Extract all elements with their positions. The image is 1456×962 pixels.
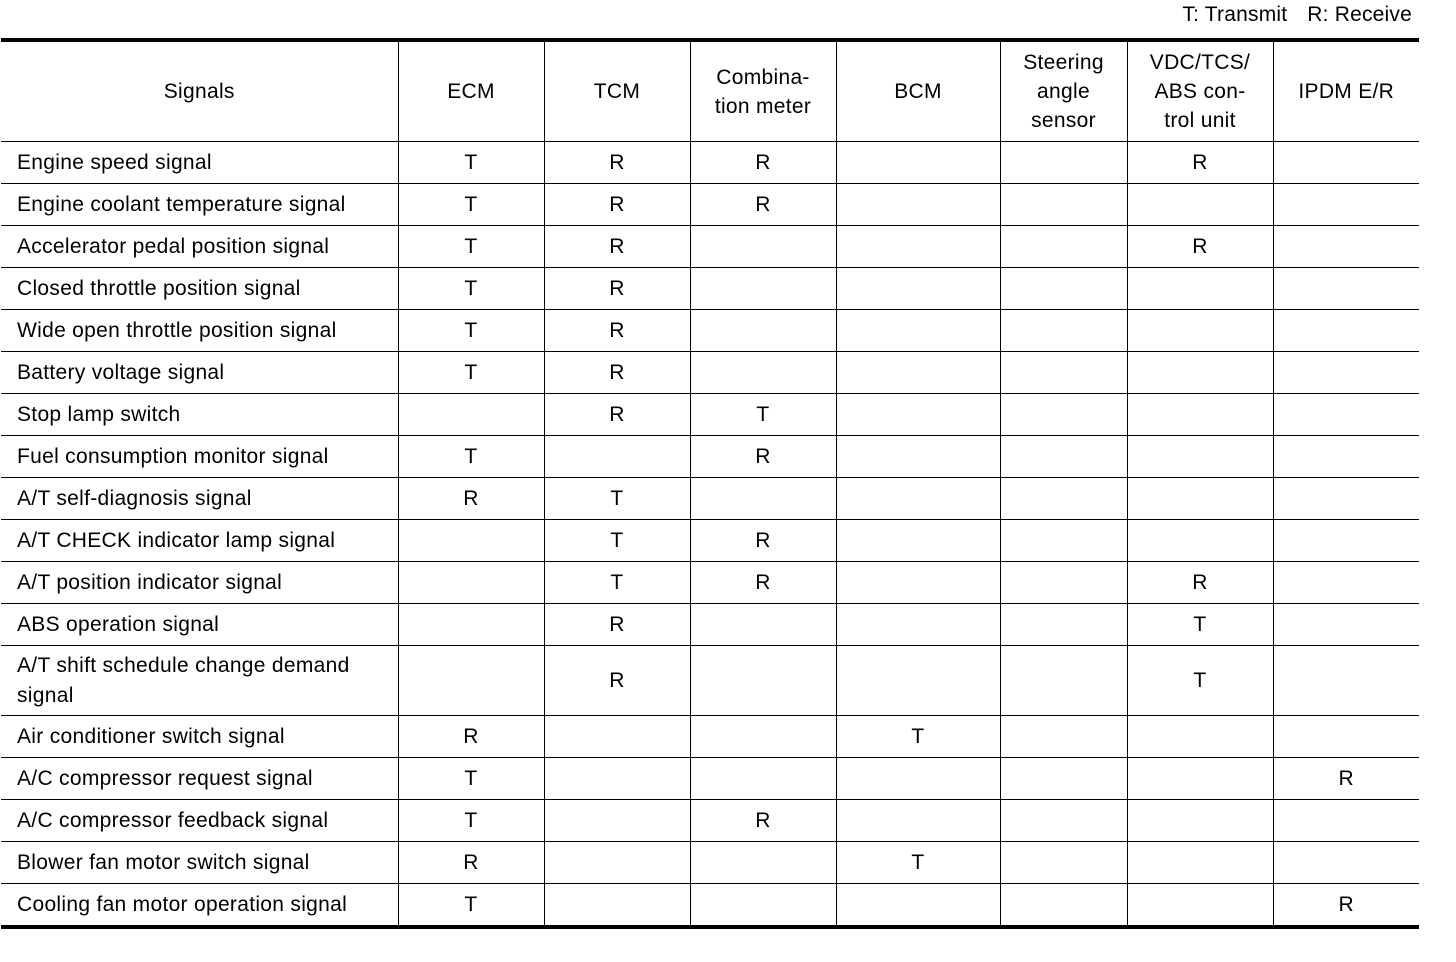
ipdm-er-cell — [1273, 184, 1419, 226]
vdc-tcs-abs-cell — [1127, 184, 1273, 226]
ipdm-er-cell: R — [1273, 758, 1419, 800]
table-row — [1, 884, 1419, 928]
vdc-tcs-abs-cell — [1127, 758, 1273, 800]
ecm-cell: T — [398, 884, 544, 928]
steering-angle-sensor-cell — [1000, 604, 1127, 646]
tcm-cell — [544, 436, 690, 478]
signal-name: A/T position indicator signal — [1, 562, 398, 604]
column-header-bcm: BCM — [836, 40, 1000, 142]
table-row — [1, 520, 1419, 562]
ipdm-er-cell — [1273, 716, 1419, 758]
signal-name: Fuel consumption monitor signal — [1, 436, 398, 478]
vdc-tcs-abs-cell: R — [1127, 562, 1273, 604]
bcm-cell — [836, 184, 1000, 226]
ipdm-er-cell — [1273, 226, 1419, 268]
tcm-cell — [544, 884, 690, 928]
ecm-cell: T — [398, 352, 544, 394]
table-row — [1, 478, 1419, 520]
signal-name: A/C compressor request signal — [1, 758, 398, 800]
signal-name: Cooling fan motor operation signal — [1, 884, 398, 928]
steering-angle-sensor-cell — [1000, 884, 1127, 928]
ipdm-er-cell: R — [1273, 884, 1419, 928]
steering-angle-sensor-cell — [1000, 310, 1127, 352]
ecm-cell: T — [398, 758, 544, 800]
tcm-cell: R — [544, 184, 690, 226]
steering-angle-sensor-cell — [1000, 436, 1127, 478]
combination-meter-cell: R — [690, 436, 836, 478]
combination-meter-cell — [690, 758, 836, 800]
column-header-tcm: TCM — [544, 40, 690, 142]
table-row — [1, 604, 1419, 646]
ipdm-er-cell — [1273, 394, 1419, 436]
column-header-signals: Signals — [1, 40, 398, 142]
tcm-cell: T — [544, 520, 690, 562]
tcm-cell: T — [544, 562, 690, 604]
ecm-cell — [398, 562, 544, 604]
ipdm-er-cell — [1273, 800, 1419, 842]
vdc-tcs-abs-cell — [1127, 352, 1273, 394]
steering-angle-sensor-cell — [1000, 478, 1127, 520]
signal-name: Accelerator pedal position signal — [1, 226, 398, 268]
header-row — [1, 40, 1419, 142]
combination-meter-cell — [690, 884, 836, 928]
vdc-tcs-abs-cell — [1127, 520, 1273, 562]
steering-angle-sensor-cell — [1000, 842, 1127, 884]
tcm-cell — [544, 716, 690, 758]
tcm-cell: T — [544, 478, 690, 520]
ecm-cell: T — [398, 310, 544, 352]
ipdm-er-cell — [1273, 842, 1419, 884]
vdc-tcs-abs-cell — [1127, 268, 1273, 310]
steering-angle-sensor-cell — [1000, 142, 1127, 184]
combination-meter-cell: T — [690, 394, 836, 436]
steering-angle-sensor-cell — [1000, 184, 1127, 226]
signal-name: A/T shift schedule change demand signal — [1, 646, 398, 716]
signal-name: Air conditioner switch signal — [1, 716, 398, 758]
ecm-cell: T — [398, 436, 544, 478]
table-row — [1, 716, 1419, 758]
signal-name: Stop lamp switch — [1, 394, 398, 436]
bcm-cell — [836, 352, 1000, 394]
ipdm-er-cell — [1273, 646, 1419, 716]
ecm-cell: T — [398, 184, 544, 226]
signal-name: A/C compressor feedback signal — [1, 800, 398, 842]
tcm-cell: R — [544, 646, 690, 716]
combination-meter-cell: R — [690, 562, 836, 604]
vdc-tcs-abs-cell — [1127, 884, 1273, 928]
steering-angle-sensor-cell — [1000, 800, 1127, 842]
signal-name: Blower fan motor switch signal — [1, 842, 398, 884]
table-row — [1, 226, 1419, 268]
signal-name: Wide open throttle position signal — [1, 310, 398, 352]
combination-meter-cell — [690, 352, 836, 394]
signal-name: Engine coolant temperature signal — [1, 184, 398, 226]
ecm-cell: R — [398, 842, 544, 884]
ecm-cell — [398, 646, 544, 716]
bcm-cell — [836, 562, 1000, 604]
combination-meter-cell: R — [690, 184, 836, 226]
bcm-cell — [836, 436, 1000, 478]
combination-meter-cell — [690, 226, 836, 268]
combination-meter-cell — [690, 604, 836, 646]
table-row — [1, 646, 1419, 716]
signal-name: Battery voltage signal — [1, 352, 398, 394]
bcm-cell — [836, 142, 1000, 184]
table-row — [1, 562, 1419, 604]
ipdm-er-cell — [1273, 268, 1419, 310]
steering-angle-sensor-cell — [1000, 716, 1127, 758]
can-signal-table — [1, 38, 1419, 929]
vdc-tcs-abs-cell: T — [1127, 604, 1273, 646]
steering-angle-sensor-cell — [1000, 268, 1127, 310]
steering-angle-sensor-cell — [1000, 520, 1127, 562]
vdc-tcs-abs-cell — [1127, 478, 1273, 520]
ecm-cell: T — [398, 226, 544, 268]
column-header-ipdm-er: IPDM E/R — [1273, 40, 1419, 142]
vdc-tcs-abs-cell: R — [1127, 142, 1273, 184]
table-row — [1, 436, 1419, 478]
vdc-tcs-abs-cell — [1127, 436, 1273, 478]
ipdm-er-cell — [1273, 562, 1419, 604]
steering-angle-sensor-cell — [1000, 394, 1127, 436]
tcm-cell: R — [544, 394, 690, 436]
combination-meter-cell — [690, 478, 836, 520]
ipdm-er-cell — [1273, 604, 1419, 646]
vdc-tcs-abs-cell: T — [1127, 646, 1273, 716]
signal-name: A/T CHECK indicator lamp signal — [1, 520, 398, 562]
ipdm-er-cell — [1273, 310, 1419, 352]
combination-meter-cell: R — [690, 800, 836, 842]
ipdm-er-cell — [1273, 436, 1419, 478]
table-row — [1, 800, 1419, 842]
ipdm-er-cell — [1273, 478, 1419, 520]
table-row — [1, 394, 1419, 436]
bcm-cell — [836, 604, 1000, 646]
column-header-ecm: ECM — [398, 40, 544, 142]
steering-angle-sensor-cell — [1000, 352, 1127, 394]
combination-meter-cell — [690, 310, 836, 352]
signal-name: A/T self-diagnosis signal — [1, 478, 398, 520]
steering-angle-sensor-cell — [1000, 562, 1127, 604]
table-row — [1, 184, 1419, 226]
table-row — [1, 758, 1419, 800]
signal-name: Closed throttle position signal — [1, 268, 398, 310]
table-row — [1, 842, 1419, 884]
tcm-cell: R — [544, 352, 690, 394]
legend-receive: R: Receive — [1307, 3, 1412, 26]
bcm-cell — [836, 800, 1000, 842]
column-header-steering-angle-sensor: Steering angle sensor — [1000, 40, 1127, 142]
steering-angle-sensor-cell — [1000, 758, 1127, 800]
tcm-cell — [544, 842, 690, 884]
ipdm-er-cell — [1273, 520, 1419, 562]
legend — [1182, 2, 1412, 28]
bcm-cell — [836, 394, 1000, 436]
ecm-cell — [398, 394, 544, 436]
steering-angle-sensor-cell — [1000, 226, 1127, 268]
vdc-tcs-abs-cell — [1127, 800, 1273, 842]
ecm-cell — [398, 520, 544, 562]
tcm-cell — [544, 800, 690, 842]
combination-meter-cell — [690, 842, 836, 884]
column-header-vdc-tcs-abs: VDC/TCS/ ABS con- trol unit — [1127, 40, 1273, 142]
ipdm-er-cell — [1273, 142, 1419, 184]
vdc-tcs-abs-cell — [1127, 842, 1273, 884]
combination-meter-cell — [690, 716, 836, 758]
table-row — [1, 352, 1419, 394]
bcm-cell — [836, 478, 1000, 520]
table-row — [1, 268, 1419, 310]
table-row — [1, 142, 1419, 184]
ecm-cell — [398, 604, 544, 646]
ecm-cell: R — [398, 716, 544, 758]
tcm-cell: R — [544, 268, 690, 310]
legend-transmit: T: Transmit — [1182, 3, 1288, 26]
ecm-cell: T — [398, 800, 544, 842]
bcm-cell: T — [836, 716, 1000, 758]
tcm-cell: R — [544, 310, 690, 352]
vdc-tcs-abs-cell — [1127, 310, 1273, 352]
combination-meter-cell — [690, 646, 836, 716]
steering-angle-sensor-cell — [1000, 646, 1127, 716]
signal-name: Engine speed signal — [1, 142, 398, 184]
combination-meter-cell: R — [690, 520, 836, 562]
bcm-cell — [836, 268, 1000, 310]
signal-name: ABS operation signal — [1, 604, 398, 646]
vdc-tcs-abs-cell: R — [1127, 226, 1273, 268]
tcm-cell: R — [544, 142, 690, 184]
ecm-cell: T — [398, 142, 544, 184]
table-row — [1, 310, 1419, 352]
ecm-cell: T — [398, 268, 544, 310]
bcm-cell — [836, 520, 1000, 562]
bcm-cell — [836, 646, 1000, 716]
column-header-combination-meter: Combina- tion meter — [690, 40, 836, 142]
bcm-cell — [836, 758, 1000, 800]
tcm-cell — [544, 758, 690, 800]
tcm-cell: R — [544, 604, 690, 646]
bcm-cell: T — [836, 842, 1000, 884]
vdc-tcs-abs-cell — [1127, 716, 1273, 758]
bcm-cell — [836, 884, 1000, 928]
vdc-tcs-abs-cell — [1127, 394, 1273, 436]
bcm-cell — [836, 310, 1000, 352]
bcm-cell — [836, 226, 1000, 268]
ipdm-er-cell — [1273, 352, 1419, 394]
combination-meter-cell — [690, 268, 836, 310]
table-body — [1, 142, 1419, 928]
tcm-cell: R — [544, 226, 690, 268]
combination-meter-cell: R — [690, 142, 836, 184]
ecm-cell: R — [398, 478, 544, 520]
